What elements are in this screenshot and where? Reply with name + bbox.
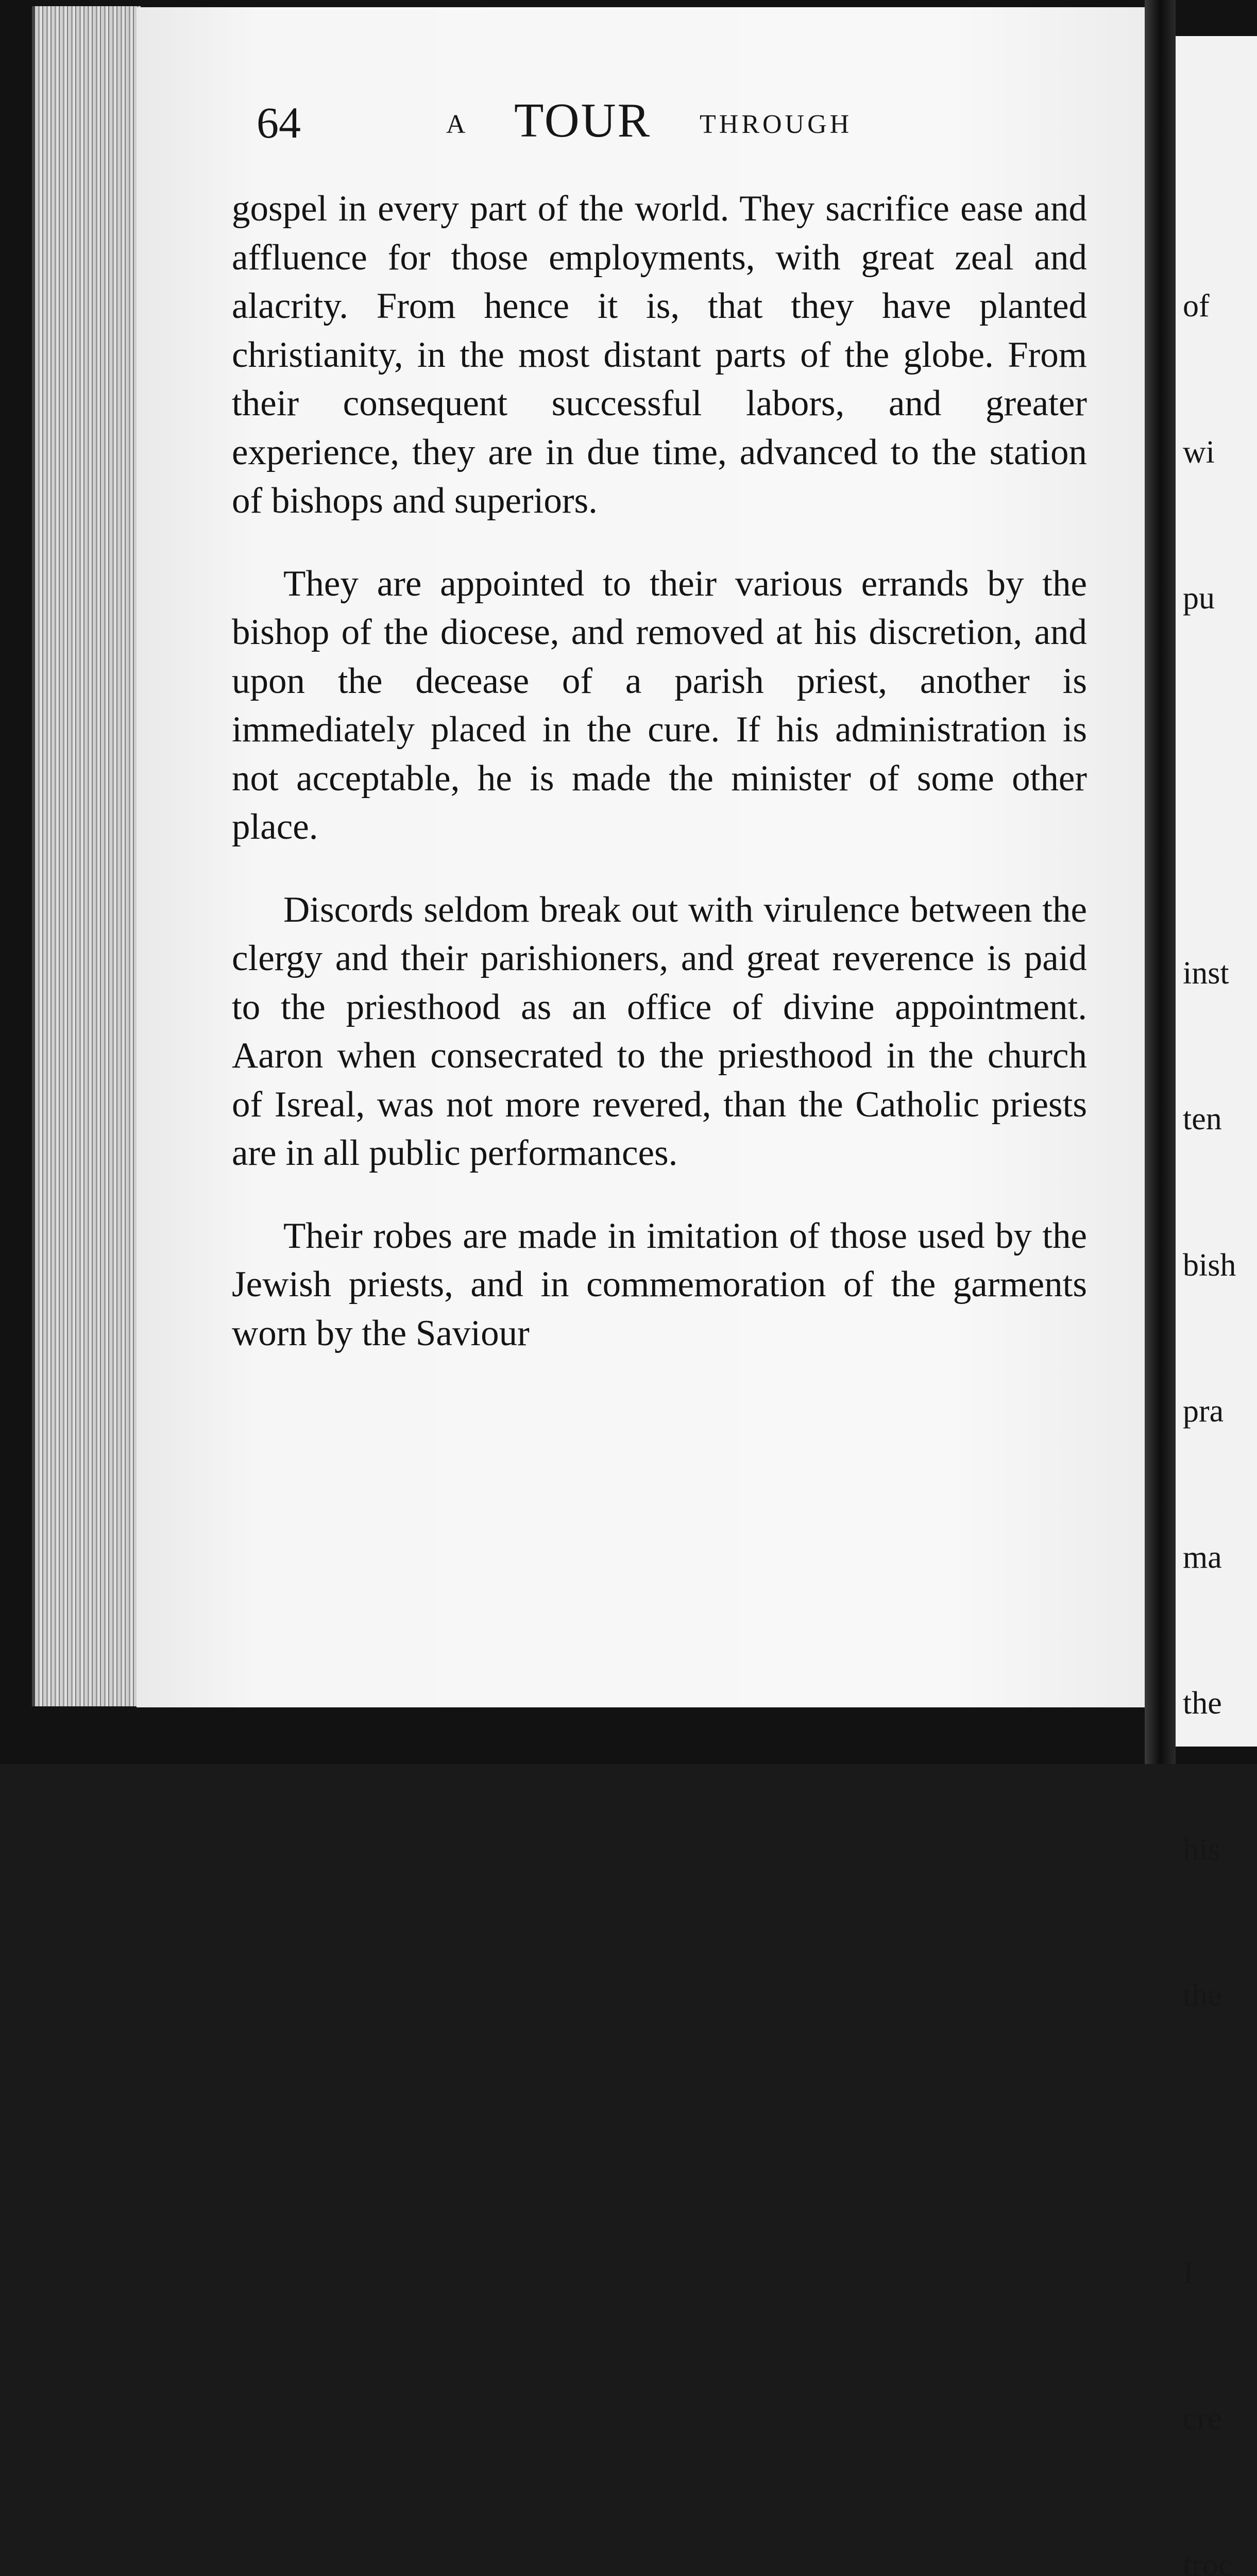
facing-line: the xyxy=(1183,1679,1257,1728)
page-number: 64 xyxy=(257,97,301,148)
facing-line: inst xyxy=(1183,949,1257,998)
paragraph-2: They are appointed to their various errands by the bishop of the diocese, and removed at his discretion, and upon the decease of a parish priest, another is immediately placed in the cure. If his administration is not acceptable, he is made the minister of some other place. xyxy=(232,560,1087,852)
body-text xyxy=(232,184,1087,1358)
facing-line: his xyxy=(1183,1825,1257,1874)
facing-line: I xyxy=(1183,2249,1257,2298)
facing-line: wi xyxy=(1183,428,1257,477)
facing-line: pra xyxy=(1183,1387,1257,1436)
facing-line: pu xyxy=(1183,574,1257,623)
facing-line: ten xyxy=(1183,1095,1257,1144)
book-gutter xyxy=(1145,0,1176,1764)
facing-line: the xyxy=(1183,1971,1257,2020)
facing-page-text xyxy=(1183,184,1257,2576)
paragraph-4: Their robes are made in imitation of those used by the Jewish priests, and in commemoration of the garments worn by the Saviour xyxy=(232,1212,1087,1358)
facing-line: bish xyxy=(1183,1241,1257,1290)
facing-line: of xyxy=(1183,282,1257,331)
facing-line: cre xyxy=(1183,2395,1257,2444)
facing-line: ma xyxy=(1183,1533,1257,1582)
facing-line: troc xyxy=(1183,2541,1257,2576)
running-head-through: THROUGH xyxy=(700,109,852,140)
paragraph-1: gospel in every part of the world. They sacrifice ease and affluence for those employments, with great zeal and alacrity. From hence it is, that they have planted christianity, in the most distant parts of the globe. From their consequent successful labors, and greater experience, they are in due time, advanced to the station of bishops and superiors. xyxy=(232,184,1087,526)
page-header xyxy=(257,88,895,149)
running-head-title: TOUR xyxy=(514,93,651,148)
page-edge-stack xyxy=(32,6,141,1706)
running-head-article: A xyxy=(446,109,468,140)
paragraph-3: Discords seldom break out with virulence between the clergy and their parishioners, and great reverence is paid to the priesthood as an office of divine appointment. Aaron when consecrated to the priesthood in the church of Isreal, was not more revered, than the Catholic priests are in all public performances. xyxy=(232,886,1087,1178)
